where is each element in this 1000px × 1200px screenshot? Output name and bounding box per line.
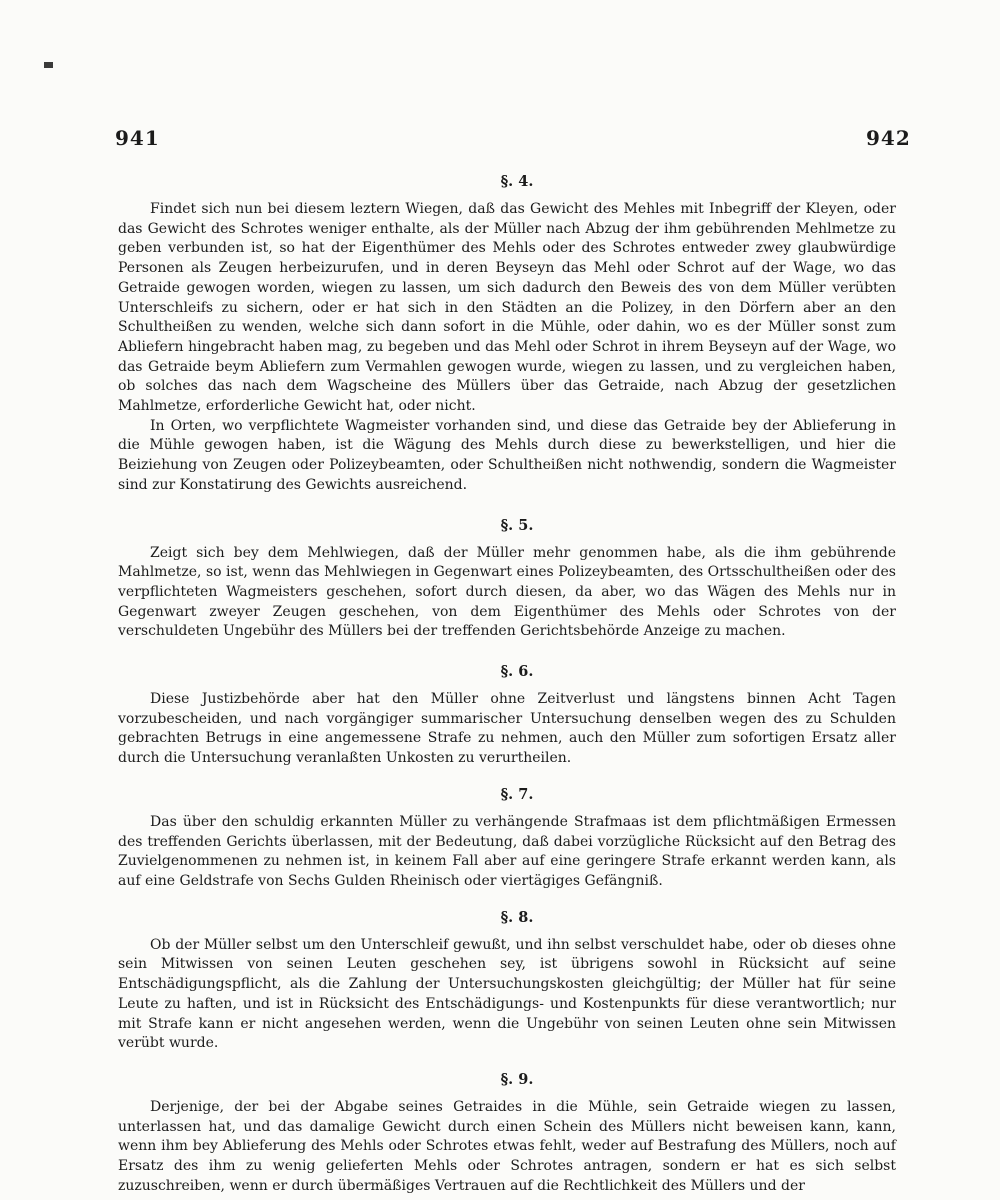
section-heading: §. 4. (500, 173, 534, 190)
section-heading: §. 7. (500, 785, 534, 803)
section-4 (118, 172, 896, 496)
section-6 (118, 662, 896, 769)
page-number-left: 941 (115, 126, 160, 150)
section-heading: §. 5. (500, 516, 534, 534)
section-7 (118, 785, 896, 892)
paragraph: Das über den schuldig erkannten Müller zu verhängende Strafmaas ist dem pflichtmäßigen Ermessen des treffenden Gerichts überlassen, mit der Bedeutung, daß dabei vorzügliche Rücksicht auf den Betrag des Zuvielgenommenen zu nehmen ist, in keinem Fall aber auf eine geringere Strafe erkannt werden kann, als auf eine Geldstrafe von Sechs Gulden Rheinisch oder viertägiges Gefängniß. (118, 813, 896, 889)
paragraph: Diese Justizbehörde aber hat den Müller ohne Zeitverlust und längstens binnen Acht Tagen vorzubescheiden, und nach vorgängiger summarischer Untersuchung denselben wegen des zu Schulden gebrachten Betrugs in eine angemessene Strafe zu nehmen, auch den Müller zum sofortigen Ersatz aller durch die Untersuchung veranlaßten Unkosten zu verurtheilen. (118, 691, 896, 767)
section-9 (118, 1070, 896, 1197)
paragraph: Zeigt sich bey dem Mehlwiegen, daß der Müller mehr genommen habe, als die ihm gebührende Mahlmetze, so ist, wenn das Mehlwiegen in Gegenwart eines Polizeybeamten, des Ortsschultheißen oder des verpflichteten Wagmeisters geschehen, sofort durch diesen, da aber, wo das Wägen des Mehls nur in Gegenwart zweyer Zeugen geschehen, von dem Eigenthümer des Mehls oder Schrotes von der verschuldeten Ungebühr des Müllers bei der treffenden Gerichtsbehörde Anzeige zu machen. (118, 544, 896, 640)
page-number-right: 942 (866, 126, 911, 150)
text-column (118, 172, 896, 1196)
paragraph: Derjenige, der bei der Abgabe seines Getraides in die Mühle, sein Getraide wiegen zu lassen, unterlassen hat, und das damalige Gewicht durch einen Schein des Müllers nicht beweisen kann, kann, wenn ihm bey Ablieferung des Mehls oder Schrotes etwas fehlt, weder auf Bestrafung des Müllers, noch auf Ersatz des ihm zu wenig gelieferten Mehls oder Schrotes antragen, sondern er hat es sich selbst zuzuschreiben, wenn er durch übermäßiges Vertrauen auf die Rechtlichkeit des Müllers und der (118, 1098, 896, 1194)
section-8 (118, 908, 896, 1054)
paragraph: Findet sich nun bei diesem leztern Wiegen, daß das Gewicht des Mehles mit Inbegriff der Kleyen, oder das Gewicht des Schrotes weniger enthalte, als der Müller nach Abzug der ihm gebührenden Mehlmetze zu geben verbunden ist, so hat der Eigenthümer des Mehls oder des Schrotes entweder zwey glaubwürdige Personen als Zeugen herbeizurufen, und in deren Beyseyn das Mehl oder Schrot auf der Wage, wo das Getraide gewogen worden, wiegen zu lassen, um sich dadurch den Beweis des von dem Müller verübten Unterschleifs zu sichern, oder er hat sich in den Städten an die Polizey, in den Dörfern aber an den Schultheißen zu wenden, welche sich dann sofort in die Mühle, oder dahin, wo es der Müller sonst zum Abliefern hingebracht haben mag, zu begeben und das Mehl oder Schrot in ihrem Beyseyn auf der Wage, wo das Getraide beym Abliefern zum Vermahlen gewogen wurde, wiegen zu lassen, und zu vergleichen haben, ob solches das nach dem Wagscheine des Müllers über das Getraide, nach Abzug der gesetzlichen Mahlmetze, erforderliche Gewicht hat, oder nicht. (118, 201, 896, 415)
section-5 (118, 516, 896, 643)
paragraph: In Orten, wo verpflichtete Wagmeister vorhanden sind, und diese das Getraide bey der Ablieferung in die Mühle gewogen haben, ist die Wägung des Mehls durch diese zu bewerkstelligen, und hier die Beiziehung von Zeugen oder Polizeybeamten, oder Schultheißen nicht nothwendig, sondern die Wagmeister sind zur Konstatirung des Gewichts ausreichend. (118, 417, 896, 493)
corner-mark (44, 62, 53, 68)
section-heading: §. 8. (500, 908, 534, 926)
paragraph: Ob der Müller selbst um den Unterschleif gewußt, und ihn selbst verschuldet habe, oder ob dieses ohne sein Mitwissen von seinen Leuten geschehen sey, ist übrigens sowohl in Rücksicht auf seine Entschädigungspflicht, als die Zahlung der Untersuchungskosten gleichgültig; der Müller hat für seine Leute zu haften, und ist in Rücksicht des Entschädigungs- und Kostenpunkts für diese verantwortlich; nur mit Strafe kann er nicht angesehen werden, wenn die Ungebühr von seinen Leuten ohne sein Mitwissen verübt wurde. (118, 936, 896, 1052)
section-heading: §. 9. (500, 1070, 534, 1088)
section-heading: §. 6. (500, 663, 534, 681)
